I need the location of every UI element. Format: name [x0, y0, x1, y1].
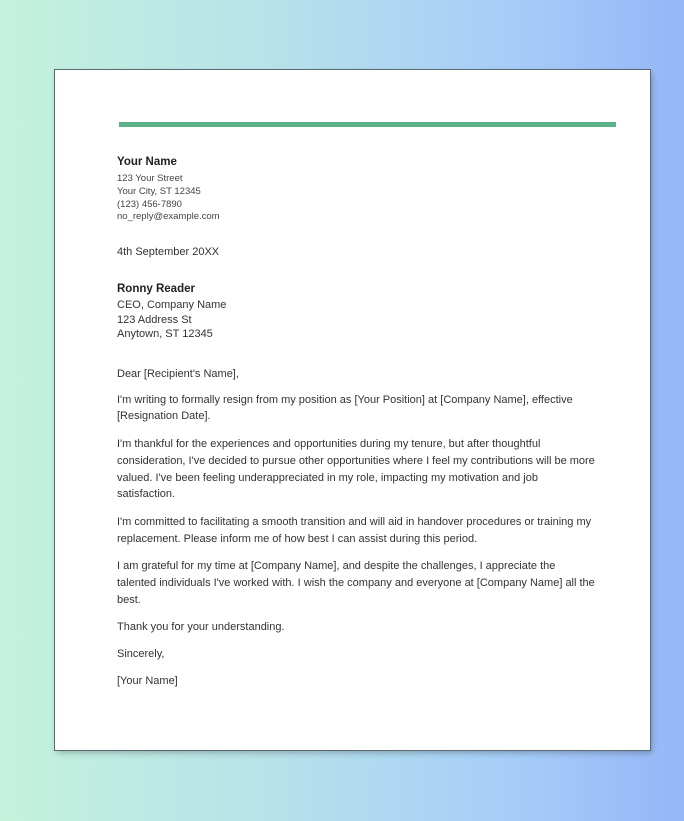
sender-block — [117, 155, 597, 224]
letter-date: 4th September 20XX — [117, 246, 220, 259]
body-paragraph: Thank you for your understanding. — [117, 621, 285, 634]
body-paragraph: I'm writing to formally resign from my position as [Your Position] at [Company Name], effective [Resignation Date]. — [117, 393, 573, 423]
body-paragraph: I am grateful for my time at [Company Name], and despite the challenges, I appreciate the talented individuals I've worked with. I wish the company and everyone at [Company Name] all the best. — [117, 560, 595, 606]
letter-content — [117, 155, 597, 688]
recipient-name: Ronny Reader — [117, 283, 195, 296]
sender-phone: (123) 456-7890 — [117, 198, 182, 210]
recipient-street: 123 Address St — [117, 313, 192, 326]
salutation: Dear [Recipient's Name], — [117, 367, 239, 380]
recipient-block — [117, 282, 597, 342]
sender-name: Your Name — [117, 156, 177, 168]
sender-email: no_reply@example.com — [117, 211, 220, 223]
recipient-city: Anytown, ST 12345 — [117, 328, 213, 341]
closing: Sincerely, — [117, 648, 165, 661]
body-paragraph: I'm thankful for the experiences and opportunities during my tenure, but after thoughtful consideration, I've decided to pursue other opportunities where I feel my contributions will be more valued. I've been feeling underappreciated in my role, impacting my motivation and job satisfaction. — [117, 438, 595, 501]
accent-bar — [119, 122, 616, 127]
letter-page — [55, 70, 650, 750]
sender-street: 123 Your Street — [117, 173, 183, 184]
recipient-title: CEO, Company Name — [117, 299, 227, 312]
signature: [Your Name] — [117, 675, 178, 688]
body-paragraph: I'm committed to facilitating a smooth transition and will aid in handover procedures or training my replacement. Please inform me of how best I can assist during this period. — [117, 515, 592, 545]
sender-city: Your City, ST 12345 — [117, 185, 201, 197]
